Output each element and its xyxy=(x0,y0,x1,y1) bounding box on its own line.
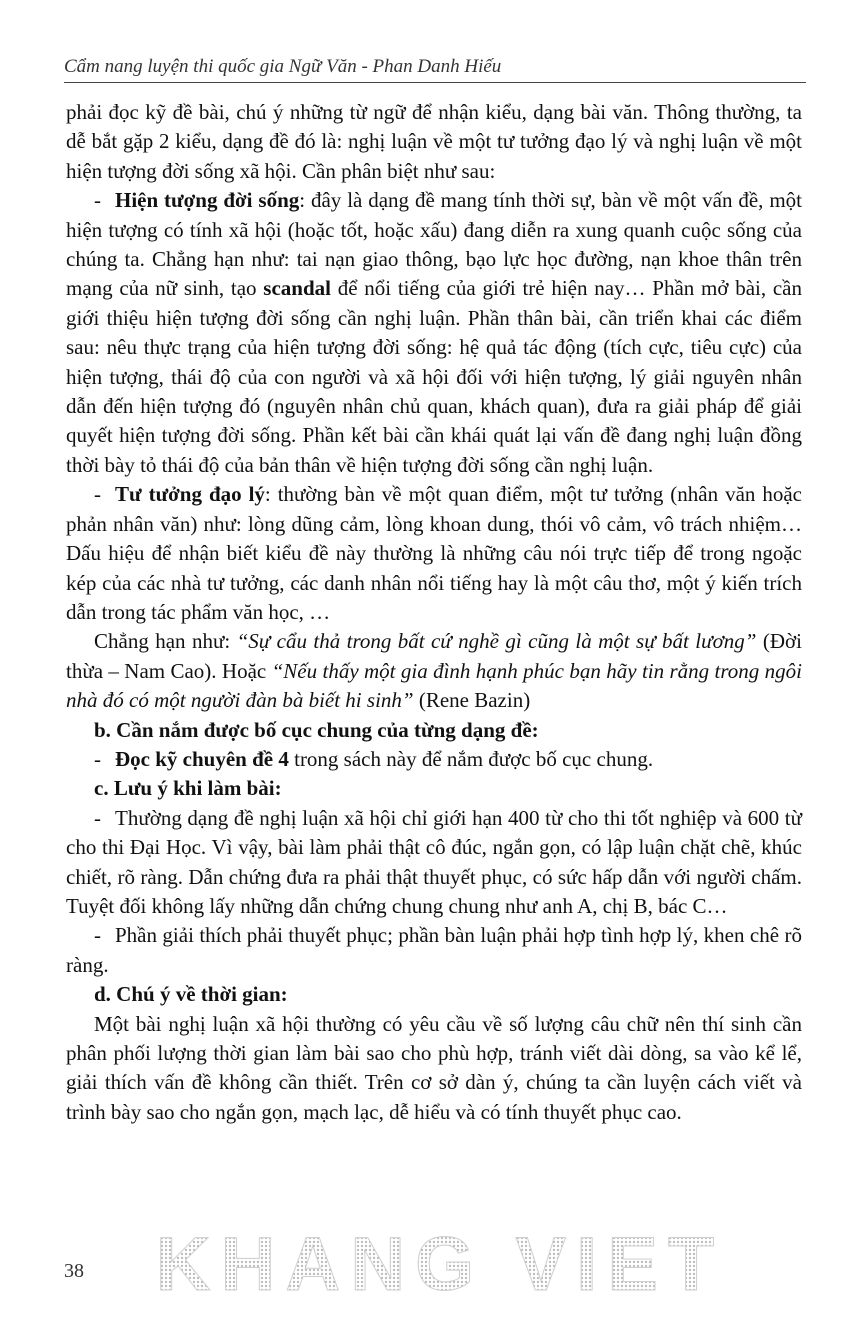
paragraph-gioi-han xyxy=(66,804,802,922)
bullet-dash: - xyxy=(94,188,101,213)
bullet-dash: - xyxy=(94,923,101,948)
paragraph-hien-tuong xyxy=(66,186,802,480)
quote-nam-cao: “Sự cẩu thả trong bất cứ nghề gì cũng là một sự bất lương” xyxy=(236,629,757,654)
paragraph-giai-thich xyxy=(66,921,802,980)
paragraph-text: : thường bàn về một quan điểm, một tư tưởng (nhân văn hoặc phản nhân văn) như: lòng dũng cảm, lòng khoan dung, thói vô cảm, vô trách nhiệm… Dấu hiệu để nhận biết kiểu đề này thường là những câu nói trực tiếp để trong ngoặc kép của các nhà tư tưởng, các danh nhân nổi tiếng hay là một câu thơ, một ý kiến trích dẫn trong tác phẩm văn học, … xyxy=(66,482,802,624)
paragraph-bo-cuc xyxy=(66,745,802,774)
term-hien-tuong: Hiện tượng đời sống xyxy=(115,188,300,213)
paragraph-examples xyxy=(66,627,802,715)
heading-d xyxy=(66,980,802,1009)
paragraph-text: trong sách này để nắm được bố cục chung. xyxy=(288,746,654,771)
watermark-logo xyxy=(0,1228,862,1300)
paragraph-text: Phần giải thích phải thuyết phục; phần bàn luận phải hợp tình hợp lý, khen chê rõ ràng. xyxy=(66,923,802,977)
paragraph-text: để nổi tiếng của giới trẻ hiện nay… Phần mở bài, cần giới thiệu hiện tượng đời sống cần nghị luận. Phần thân bài, cần triển khai các điểm sau: nêu thực trạng của hiện tượng đời sống: hệ quả tác động (tích cực, tiêu cực) của hiện tượng, thái độ của con người và xã hội đối với hiện tượng, lý giải nguyên nhân dẫn đến hiện tượng đó (nguyên nhân chủ quan, khách quan), đưa ra giải pháp để giải quyết hiện tượng đời sống. Phần kết bài cần khái quát lại vấn đề đang nghị luận đồng thời bày tỏ thái độ của bản thân về hiện tượng đời sống cần nghị luận. xyxy=(66,276,802,477)
bullet-dash: - xyxy=(94,482,101,507)
heading-d-text: d. Chú ý về thời gian: xyxy=(94,982,288,1007)
paragraph-thoi-gian: Một bài nghị luận xã hội thường có yêu cầu về số lượng câu chữ nên thí sinh cần phân phối lượng thời gian làm bài sao cho phù hợp, tránh viết dài dòng, sa vào kể lể, giải thích vấn đề không cần thiết. Trên cơ sở dàn ý, chúng ta cần luyện cách viết và trình bày sao cho ngắn gọn, mạch lạc, dễ hiểu và có tính thuyết phục cao. xyxy=(66,1011,802,1124)
term-chuyen-de: Đọc kỹ chuyên đề 4 xyxy=(115,746,289,771)
paragraph-text: Chẳng hạn như: xyxy=(94,629,237,654)
page-number: 38 xyxy=(64,1260,84,1282)
paragraph-tu-tuong xyxy=(66,480,802,627)
quote-rene-bazin: “Nếu thấy một gia đình hạnh phúc bạn hãy tin rằng trong ngôi nhà đó có một người đàn bà biết hi sinh” xyxy=(66,658,802,713)
heading-b-text: b. Cần nắm được bố cục chung của từng dạng đề: xyxy=(94,717,539,742)
page-body xyxy=(66,98,802,1127)
term-tu-tuong: Tư tưởng đạo lý xyxy=(115,482,265,507)
paragraph-text: (Rene Bazin) xyxy=(413,688,531,713)
bullet-dash: - xyxy=(94,746,101,771)
bullet-dash: - xyxy=(94,805,101,830)
watermark-text: KHANG VIET xyxy=(155,1228,725,1300)
running-header: Cẩm nang luyện thi quốc gia Ngữ Văn - Phan Danh Hiếu xyxy=(64,56,502,77)
paragraph-intro: phải đọc kỹ đề bài, chú ý những từ ngữ để nhận kiểu, dạng bài văn. Thông thường, ta dễ bắt gặp 2 kiểu, dạng đề đó là: nghị luận về một tư tưởng đạo lý và nghị luận về một hiện tượng đời sống xã hội. Cần phân biệt như sau: xyxy=(66,100,802,183)
heading-c xyxy=(66,774,802,803)
heading-b xyxy=(66,716,802,745)
paragraph-text: : đây là dạng đề mang tính thời sự, bàn về một vấn đề, một hiện tượng có tính xã hội (hoặc tốt, hoặc xấu) đang diễn ra xung quanh cuộc sống của chúng ta. Chẳng hạn như: tai nạn giao thông, bạo lực học đường, nạn khoe thân trên mạng của nữ sinh, tạo xyxy=(66,188,802,301)
header-rule xyxy=(64,82,806,83)
paragraph-text: (Đời thừa – Nam Cao). Hoặc xyxy=(66,629,802,683)
term-scandal: scandal xyxy=(263,276,331,301)
heading-c-text: c. Lưu ý khi làm bài: xyxy=(94,776,282,801)
paragraph-text: Thường dạng đề nghị luận xã hội chỉ giới hạn 400 từ cho thi tốt nghiệp và 600 từ cho thi Đại Học. Vì vậy, bài làm phải thật cô đúc, ngắn gọn, có lập luận chặt chẽ, khúc chiết, rõ ràng. Dẫn chứng đưa ra phải thật thuyết phục, có sức hấp dẫn với người chấm. Tuyệt đối không lấy những dẫn chứng chung chung như anh A, chị B, bác C… xyxy=(66,805,802,918)
